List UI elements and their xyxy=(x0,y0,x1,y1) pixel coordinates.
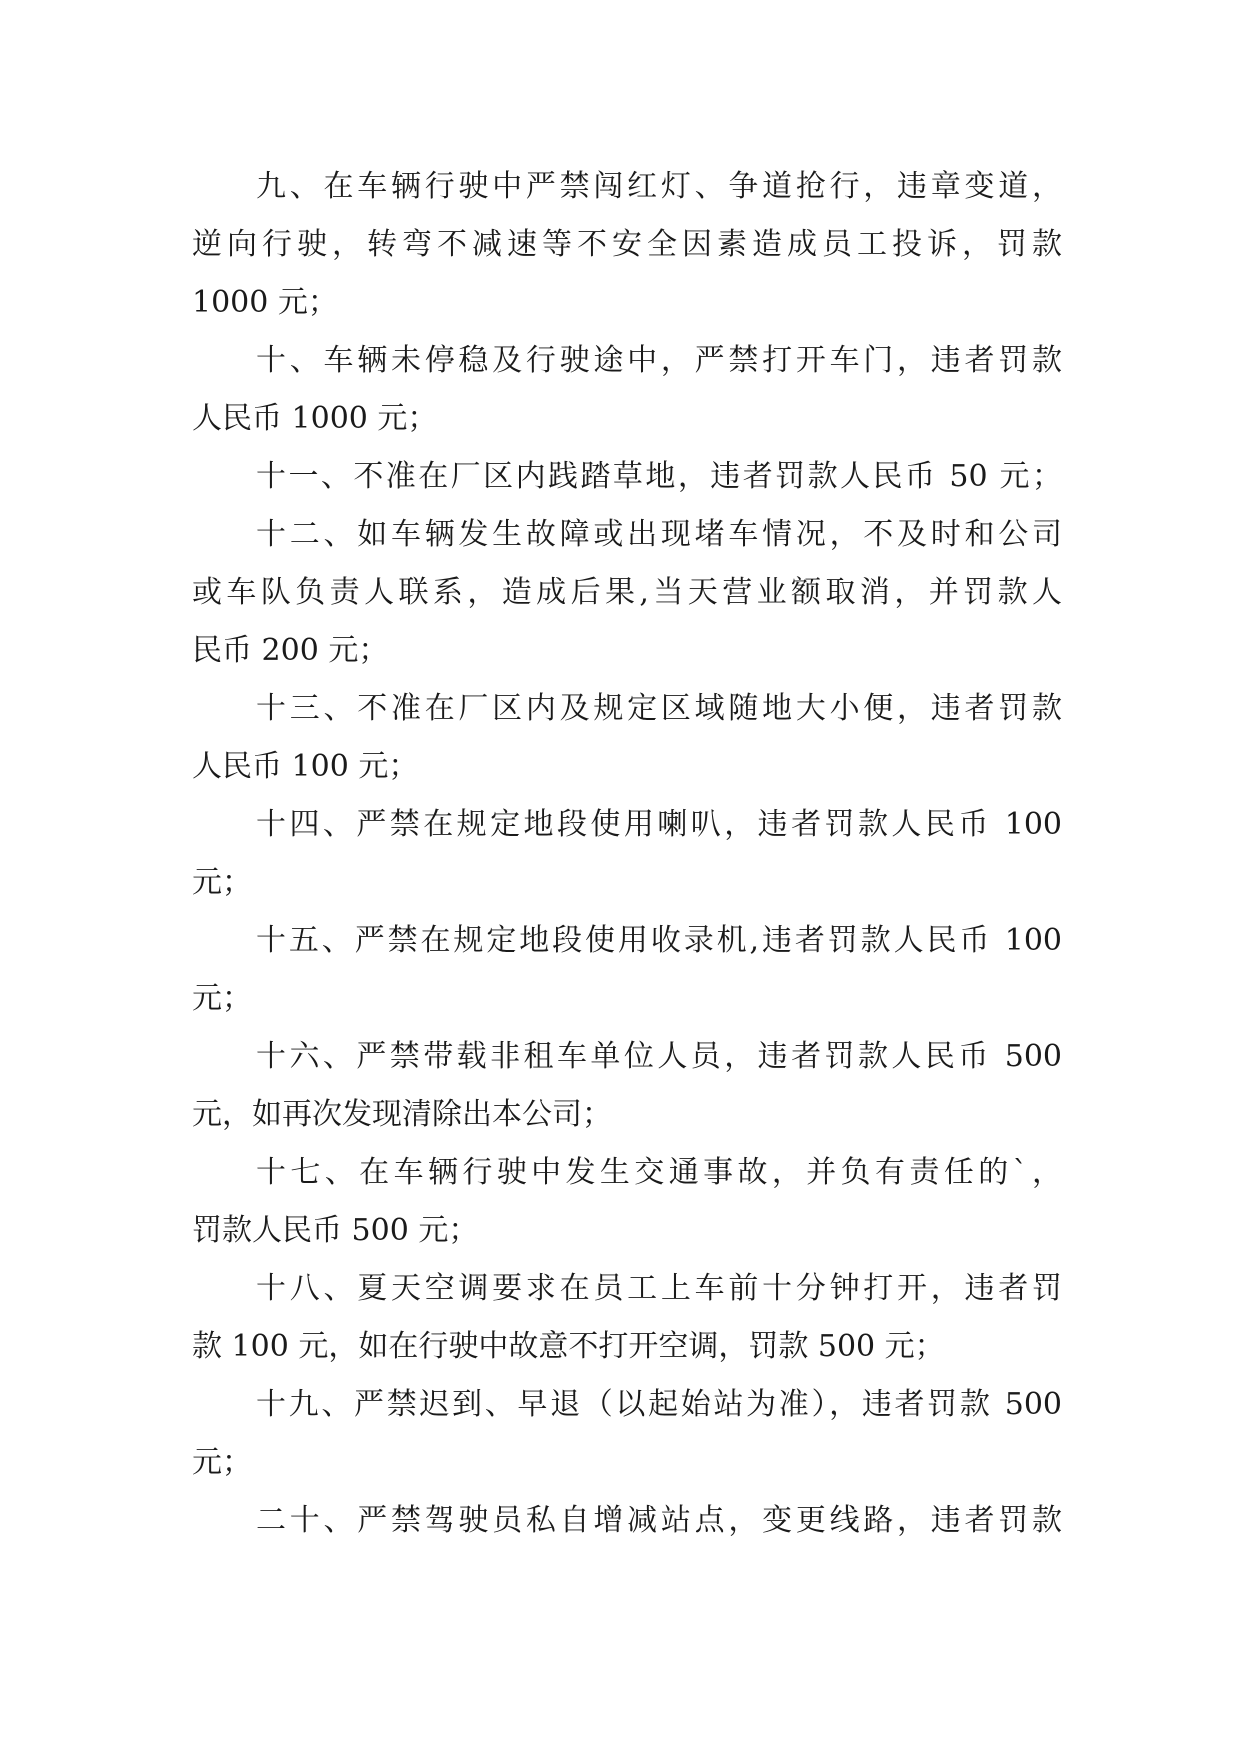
rule-18-line-2: 款 100 元，如在行驶中故意不打开空调，罚款 500 元； xyxy=(192,1329,945,1364)
rule-11-line-1: 十一、不准在厂区内践踏草地，违者罚款人民币 50 元； xyxy=(256,459,1062,494)
rule-10-line-1: 十、车辆未停稳及行驶途中，严禁打开车门，违者罚款 xyxy=(256,343,1062,378)
rule-10-line-2: 人民币 1000 元； xyxy=(192,401,438,436)
regulation-text xyxy=(192,158,1062,1550)
rule-17-line-2: 罚款人民币 500 元； xyxy=(192,1213,479,1248)
rule-12-line-3: 民币 200 元； xyxy=(192,633,389,668)
rule-20-line-1: 二十、严禁驾驶员私自增减站点，变更线路，违者罚款 xyxy=(256,1503,1062,1538)
rule-13-line-1: 十三、不准在厂区内及规定区域随地大小便，违者罚款 xyxy=(256,691,1062,726)
rule-9-line-1: 九、在车辆行驶中严禁闯红灯、争道抢行，违章变道， xyxy=(256,169,1062,204)
rule-12-line-2: 或车队负责人联系，造成后果,当天营业额取消，并罚款人 xyxy=(192,575,1062,610)
rule-9-line-3: 1000 元； xyxy=(192,285,338,320)
rule-17-line-1: 十七、在车辆行驶中发生交通事故，并负有责任的`， xyxy=(256,1155,1062,1190)
rule-15-line-1: 十五、严禁在规定地段使用收录机,违者罚款人民币 100 xyxy=(256,923,1062,958)
rule-16-line-2: 元，如再次发现清除出本公司； xyxy=(192,1097,612,1132)
rule-14-line-1: 十四、严禁在规定地段使用喇叭，违者罚款人民币 100 xyxy=(256,807,1062,842)
rule-9-line-2: 逆向行驶，转弯不减速等不安全因素造成员工投诉，罚款 xyxy=(192,227,1062,262)
rule-12-line-1: 十二、如车辆发生故障或出现堵车情况，不及时和公司 xyxy=(256,517,1062,552)
rule-19-line-2: 元； xyxy=(192,1445,252,1480)
rule-15-line-2: 元； xyxy=(192,981,252,1016)
rule-13-line-2: 人民币 100 元； xyxy=(192,749,419,784)
rule-14-line-2: 元； xyxy=(192,865,252,900)
rule-16-line-1: 十六、严禁带载非租车单位人员，违者罚款人民币 500 xyxy=(256,1039,1062,1074)
rule-18-line-1: 十八、夏天空调要求在员工上车前十分钟打开，违者罚 xyxy=(256,1271,1062,1306)
rule-19-line-1: 十九、严禁迟到、早退（以起始站为准），违者罚款 500 xyxy=(256,1387,1062,1422)
